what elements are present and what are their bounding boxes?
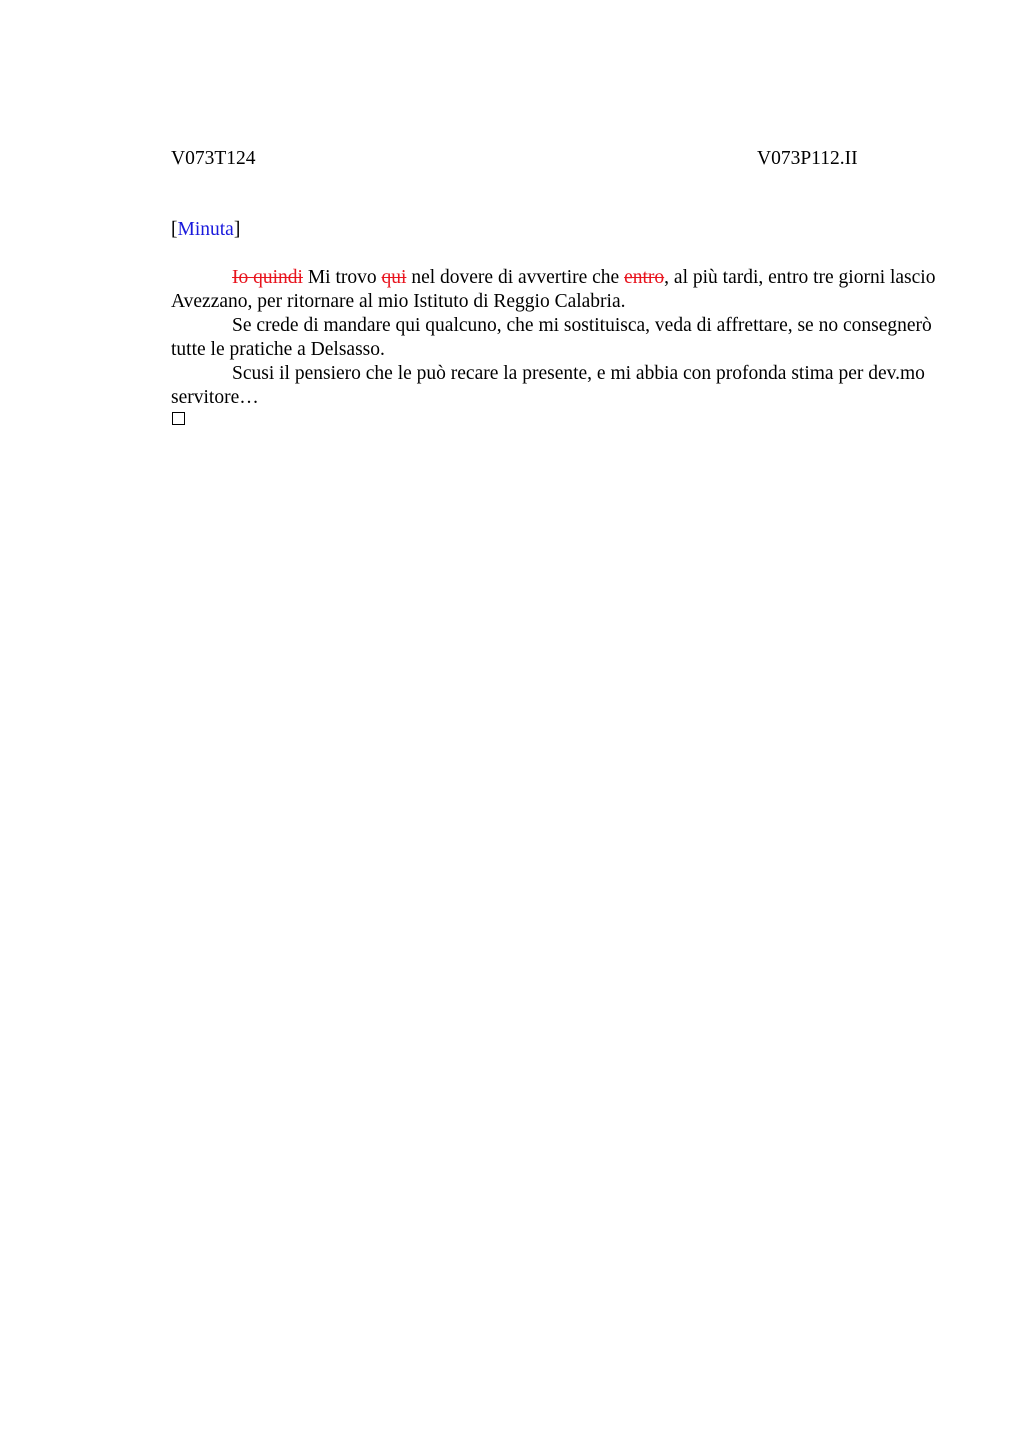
text-segment: nel dovere di avvertire che [406,267,625,288]
text-segment: Mi trovo [302,267,382,288]
paragraph-3: Scusi il pensiero che le può recare la presente, e mi abbia con profonda stima per dev.mo servitore… [171,363,925,408]
document-code-left: V073T124 [171,148,256,169]
deleted-text: Io quindi [232,267,303,288]
deleted-text: entro [624,267,665,288]
paragraph-1 [171,266,941,314]
minuta-text: Minuta [177,219,234,240]
deleted-text: qui [381,267,407,288]
empty-box-icon [172,412,185,425]
document-code-right: V073P112.II [757,148,858,169]
bracket-open: [ [171,219,178,240]
minuta-label [171,218,240,242]
bracket-close: ] [233,219,241,240]
letter-body [171,266,941,410]
text-segment: , al più tardi, entro tre giorni lascio Avezzano, per ritornare al mio Istituto di Reggio Calabria. [171,267,936,312]
paragraph-2: Se crede di mandare qui qualcuno, che mi sostituisca, veda di affrettare, se no consegnerò tutte le pratiche a Delsasso. [171,315,932,360]
